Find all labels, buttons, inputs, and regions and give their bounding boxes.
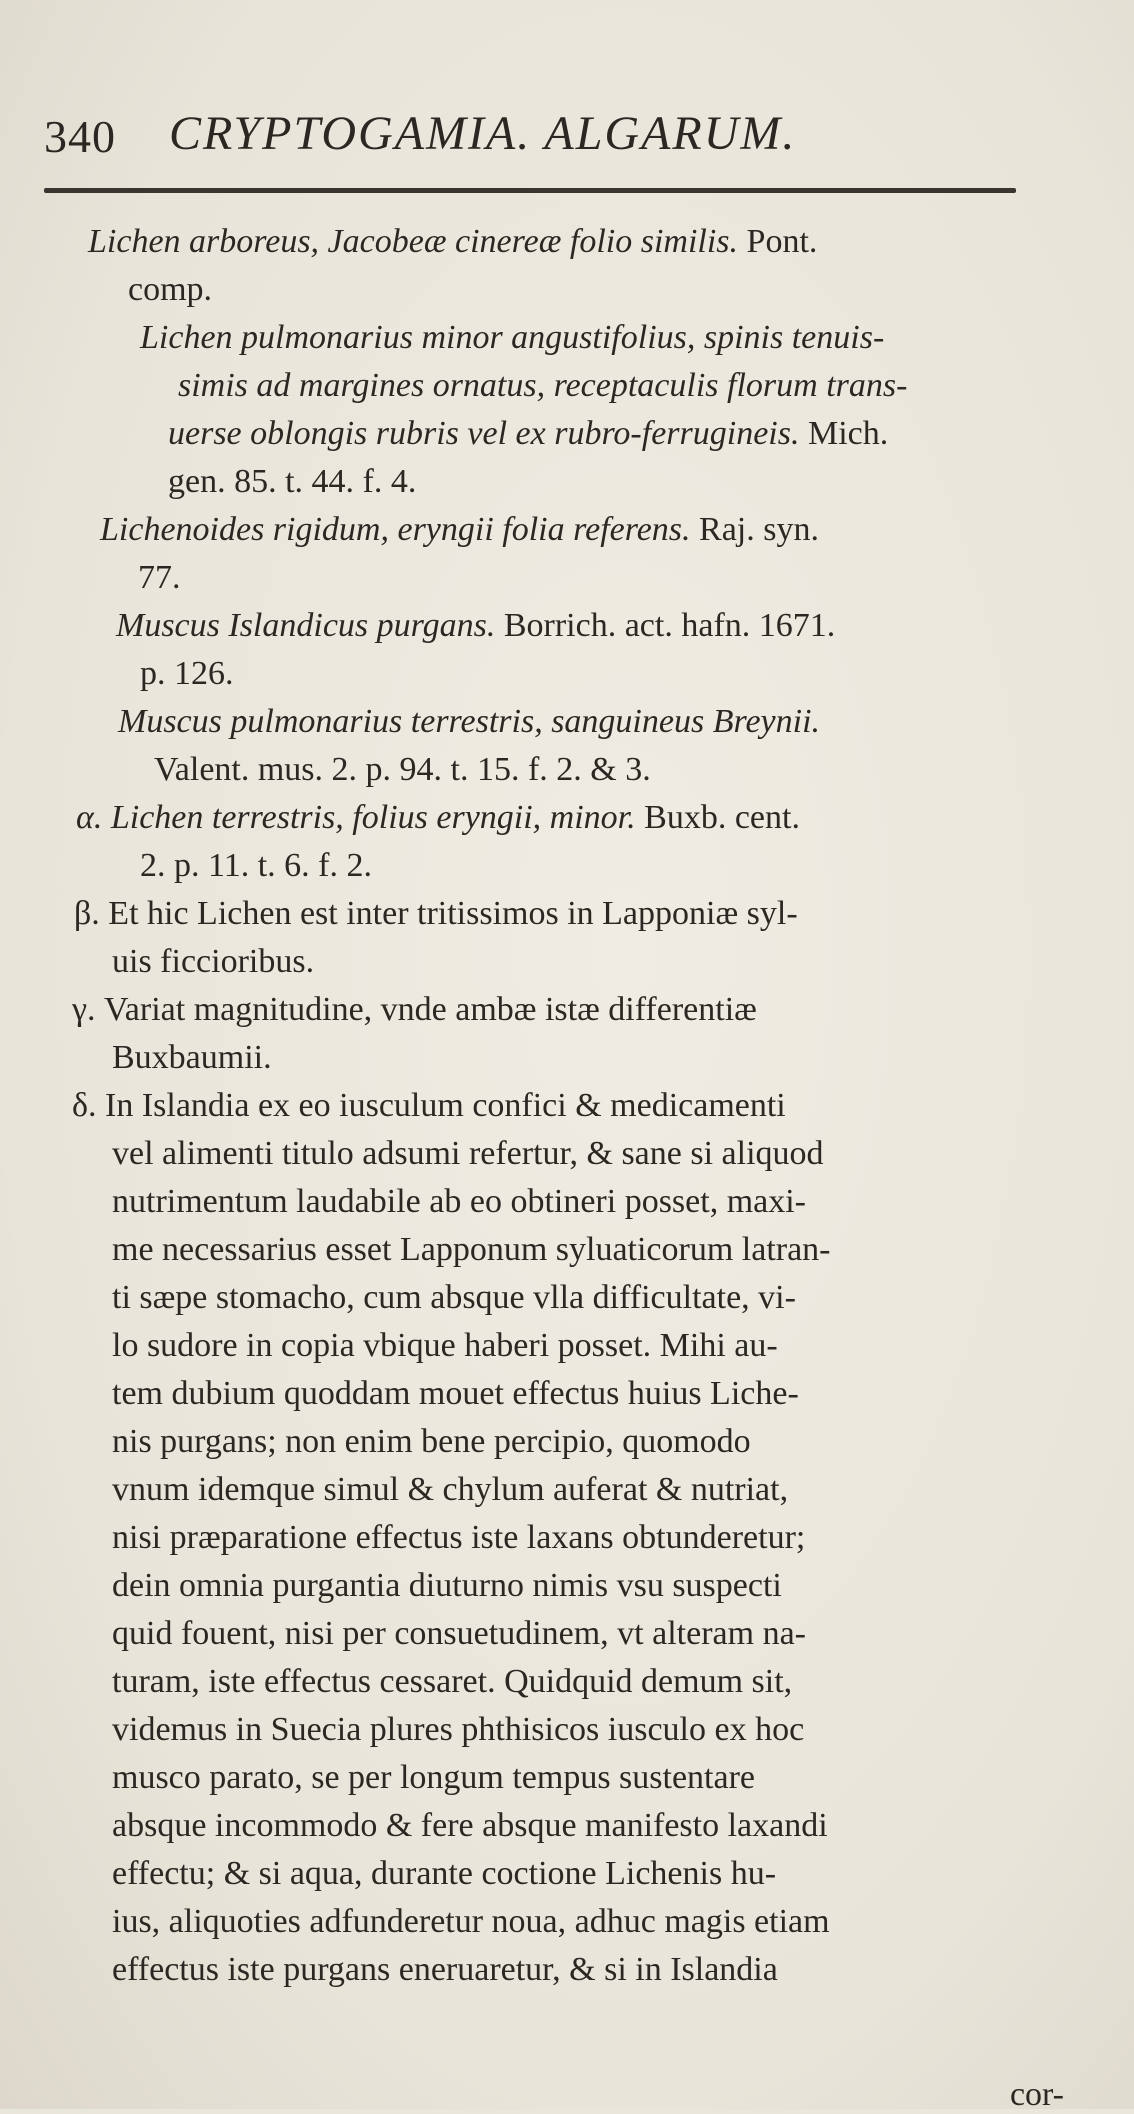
text-line: musco parato, se per longum tempus sustentare	[112, 1759, 756, 1796]
text-line: Muscus pulmonarius terrestris, sanguineus Breynii.	[118, 703, 821, 740]
text-line: vel alimenti titulo adsumi refertur, & sane si aliquod	[112, 1135, 824, 1172]
text-line: me necessarius esset Lapponum syluaticorum latran-	[112, 1231, 831, 1268]
text-line: Muscus Islandicus purgans. Borrich. act. hafn. 1671.	[116, 607, 836, 644]
text-line: p. 126.	[140, 655, 234, 692]
text-line: Lichen pulmonarius minor angustifolius, spinis tenuis-	[140, 319, 885, 356]
header-rule	[44, 188, 1016, 193]
text-line: gen. 85. t. 44. f. 4.	[168, 463, 417, 500]
text-line: effectu; & si aqua, durante coctione Lichenis hu-	[112, 1855, 777, 1892]
text-line: vnum idemque simul & chylum auferat & nutriat,	[112, 1471, 789, 1508]
text-line: effectus iste purgans eneruaretur, & si in Islandia	[112, 1951, 778, 1988]
text-line: nis purgans; non enim bene percipio, quomodo	[112, 1423, 751, 1460]
text-line: γ. Variat magnitudine, vnde ambæ istæ differentiæ	[72, 991, 757, 1028]
text-line: β. Et hic Lichen est inter tritissimos in Lapponiæ syl-	[74, 895, 798, 932]
text-line: videmus in Suecia plures phthisicos iusculo ex hoc	[112, 1711, 805, 1748]
text-line: δ. In Islandia ex eo iusculum confici & medicamenti	[72, 1087, 786, 1124]
page-number: 340	[44, 111, 116, 162]
text-line: nisi præparatione effectus iste laxans obtunderetur;	[112, 1519, 806, 1556]
text-line: nutrimentum laudabile ab eo obtineri posset, maxi-	[112, 1183, 806, 1220]
text-line: comp.	[128, 271, 213, 308]
text-line: absque incommodo & fere absque manifesto laxandi	[112, 1807, 828, 1844]
text-line: 2. p. 11. t. 6. f. 2.	[140, 847, 373, 884]
text-line: Lichenoides rigidum, eryngii folia referens. Raj. syn.	[100, 511, 819, 548]
text-line: dein omnia purgantia diuturno nimis vsu suspecti	[112, 1567, 782, 1604]
text-line: turam, iste effectus cessaret. Quidquid demum sit,	[112, 1663, 793, 1700]
text-line: Lichen arboreus, Jacobeæ cinereæ folio similis. Pont.	[88, 223, 818, 260]
text-line: tem dubium quoddam mouet effectus huius Liche-	[112, 1375, 799, 1412]
text-line: uerse oblongis rubris vel ex rubro-ferrugineis. Mich.	[168, 415, 889, 452]
text-line: simis ad margines ornatus, receptaculis florum trans-	[178, 367, 908, 404]
text-line: uis ficcioribus.	[112, 943, 315, 980]
text-line: quid fouent, nisi per consuetudinem, vt alteram na-	[112, 1615, 806, 1652]
text-line: Buxbaumii.	[112, 1039, 272, 1076]
text-line: Valent. mus. 2. p. 94. t. 15. f. 2. & 3.	[154, 751, 651, 788]
page-header	[44, 92, 1004, 162]
text-line: ius, aliquoties adfunderetur noua, adhuc magis etiam	[112, 1903, 830, 1940]
running-title: CRYPTOGAMIA. ALGARUM.	[169, 107, 797, 160]
text-line: lo sudore in copia vbique haberi posset. Mihi au-	[112, 1327, 778, 1364]
text-line: 77.	[138, 559, 181, 596]
catchword: cor-	[1009, 2076, 1064, 2113]
text-line: α. Lichen terrestris, folius eryngii, minor. Buxb. cent.	[76, 799, 800, 836]
text-line: ti sæpe stomacho, cum absque vlla difficultate, vi-	[112, 1279, 796, 1316]
